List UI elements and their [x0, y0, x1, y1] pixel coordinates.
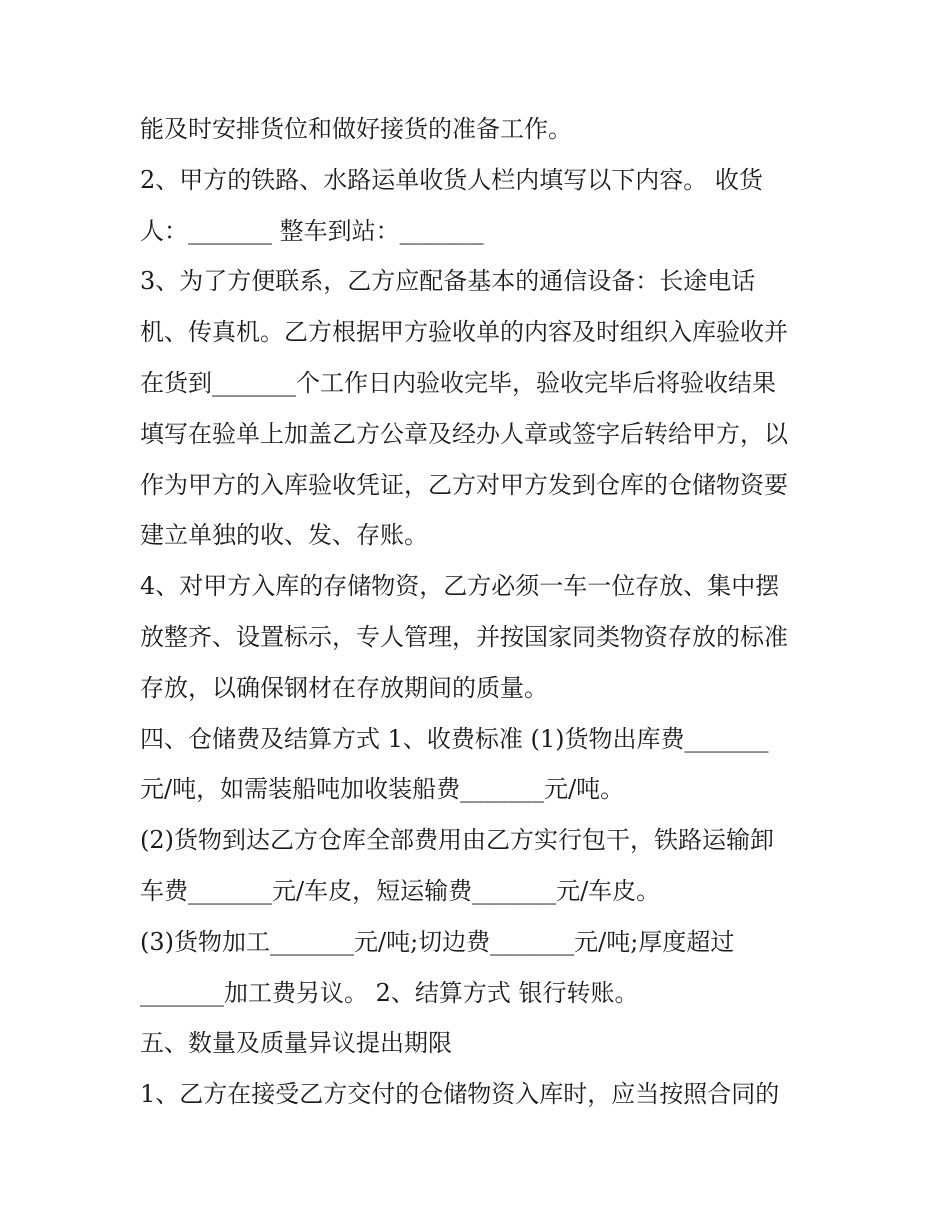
text-line: 存放，以确保钢材在存放期间的质量。	[140, 673, 548, 702]
text-line: 填写在验单上加盖乙方公章及经办人章或签字后转给甲方，以	[140, 419, 788, 448]
contract-body-text	[140, 104, 820, 1120]
text-line: 1、乙方在接受乙方交付的仓储物资入库时，应当按照合同的	[140, 1080, 780, 1109]
text-line: 2、甲方的铁路、水路运单收货人栏内填写以下内容。 收货	[140, 165, 763, 194]
text-line: (2)货物到达乙方仓库全部费用由乙方实行包干，铁路运输卸	[140, 826, 774, 855]
text-line: 四、仓储费及结算方式 1、收费标准 (1)货物出库费_______	[140, 724, 769, 753]
text-line: 能及时安排货位和做好接货的准备工作。	[140, 115, 572, 143]
text-line: 机、传真机。乙方根据甲方验收单的内容及时组织入库验收并	[140, 318, 788, 347]
text-line: 五、数量及质量异议提出期限	[140, 1029, 452, 1058]
text-line: 元/吨，如需装船吨加收装船费_______元/吨。	[140, 775, 625, 804]
text-line: 车费_______元/车皮，短运输费_______元/车皮。	[140, 876, 661, 905]
text-line: 在货到_______个工作日内验收完毕，验收完毕后将验收结果	[140, 368, 776, 397]
text-line: 人：_______ 整车到站：_______	[140, 216, 484, 245]
text-line: 作为甲方的入库验收凭证，乙方对甲方发到仓库的仓储物资要	[140, 470, 788, 499]
text-line: 4、对甲方入库的存储物资，乙方必须一车一位存放、集中摆	[140, 572, 780, 601]
text-line: (3)货物加工_______元/吨;切边费_______元/吨;厚度超过	[140, 927, 735, 956]
text-line: 放整齐、设置标示，专人管理，并按国家同类物资存放的标准	[140, 622, 788, 651]
text-line: 建立单独的收、发、存账。	[140, 521, 428, 550]
text-line: 3、为了方便联系，乙方应配备基本的通信设备：长途电话	[140, 267, 756, 296]
text-line: _______加工费另议。 2、结算方式 银行转账。	[140, 978, 639, 1007]
